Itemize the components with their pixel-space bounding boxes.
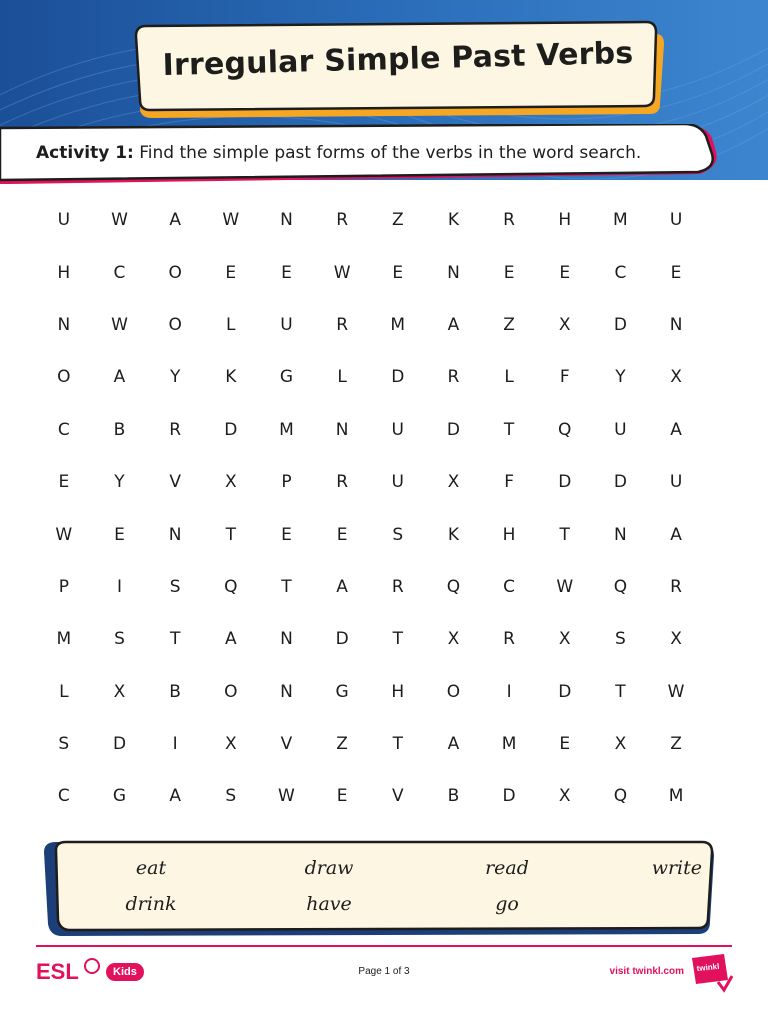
grid-letter[interactable]: R (169, 419, 182, 440)
grid-letter[interactable]: D (335, 629, 349, 650)
word-bank-item: have (306, 893, 352, 915)
grid-letter[interactable]: M (56, 629, 72, 650)
title-card (128, 18, 668, 120)
grid-letter[interactable]: R (503, 210, 515, 231)
grid-letter[interactable]: L (337, 367, 347, 388)
globe-icon (84, 958, 100, 974)
grid-letter[interactable]: C (503, 576, 516, 597)
grid-letter[interactable]: D (613, 472, 627, 493)
badge-text: twinkl (696, 961, 720, 974)
grid-letter[interactable]: B (113, 419, 126, 440)
grid-letter[interactable]: N (335, 419, 349, 440)
grid-letter[interactable]: G (335, 681, 349, 702)
grid-letter[interactable]: T (225, 524, 236, 545)
grid-letter[interactable]: U (280, 314, 293, 335)
grid-letter[interactable]: N (280, 629, 293, 650)
grid-letter[interactable]: C (113, 262, 126, 283)
grid-letter[interactable]: W (333, 262, 351, 283)
grid-letter[interactable]: E (225, 262, 237, 283)
grid-letter[interactable]: E (281, 262, 292, 283)
grid-row (36, 194, 704, 246)
grid-row (36, 561, 704, 613)
grid-letter[interactable]: E (336, 786, 348, 807)
grid-letter[interactable]: D (558, 681, 572, 702)
grid-letter[interactable]: Z (391, 210, 404, 231)
grid-letter[interactable]: W (667, 681, 685, 702)
grid-letter[interactable]: A (670, 524, 682, 545)
grid-letter[interactable]: K (447, 524, 459, 545)
grid-letter[interactable]: Q (446, 576, 461, 597)
grid-letter[interactable]: R (670, 576, 682, 597)
grid-letter[interactable]: R (336, 472, 349, 493)
grid-letter[interactable]: N (447, 262, 460, 283)
grid-letter[interactable]: L (504, 367, 514, 388)
grid-letter[interactable]: Z (503, 314, 515, 335)
grid-letter[interactable]: S (392, 524, 404, 545)
grid-letter[interactable]: X (224, 734, 237, 755)
word-search-grid (36, 194, 704, 823)
grid-letter[interactable]: E (336, 524, 348, 545)
visit-link[interactable]: visit twinkl.com (609, 966, 684, 977)
activity-text: Find the simple past forms of the verbs in the word search. (139, 143, 642, 163)
grid-letter[interactable]: R (447, 367, 460, 388)
grid-letter[interactable]: K (225, 367, 237, 388)
grid-letter[interactable]: D (112, 734, 127, 755)
grid-letter[interactable]: G (112, 786, 127, 807)
grid-letter[interactable]: A (169, 210, 181, 231)
grid-letter[interactable]: T (615, 681, 626, 702)
grid-letter[interactable]: X (447, 472, 460, 493)
page-number: Page 1 of 3 (358, 966, 410, 977)
grid-letter[interactable]: F (504, 472, 514, 493)
grid-letter[interactable]: I (506, 681, 512, 702)
grid-letter[interactable]: Z (670, 734, 682, 755)
grid-letter[interactable]: A (169, 786, 181, 807)
grid-letter[interactable]: F (559, 367, 570, 388)
grid-letter[interactable]: W (55, 524, 73, 545)
grid-letter[interactable]: N (280, 681, 293, 702)
grid-letter[interactable]: Z (336, 734, 348, 755)
grid-letter[interactable]: U (614, 419, 627, 440)
grid-letter[interactable]: S (114, 629, 125, 650)
grid-letter[interactable]: V (169, 472, 181, 493)
grid-letter[interactable]: W (111, 314, 128, 335)
grid-letter[interactable]: X (558, 786, 571, 807)
grid-letter[interactable]: E (392, 262, 404, 283)
grid-row (36, 718, 704, 770)
grid-letter[interactable]: Y (114, 472, 125, 493)
word-bank-list (62, 850, 702, 922)
grid-letter[interactable]: X (614, 734, 627, 755)
grid-row (36, 666, 704, 718)
grid-letter[interactable]: M (279, 419, 294, 440)
grid-letter[interactable]: P (281, 472, 292, 493)
grid-letter[interactable]: E (559, 734, 571, 755)
grid-letter[interactable]: T (281, 576, 292, 597)
quality-badge-icon (688, 952, 734, 994)
grid-letter[interactable]: N (168, 524, 182, 545)
grid-letter[interactable]: M (501, 734, 517, 755)
grid-letter[interactable]: Y (615, 367, 626, 388)
grid-letter[interactable]: D (224, 419, 238, 440)
grid-letter[interactable]: A (670, 419, 682, 440)
grid-letter[interactable]: X (558, 629, 571, 650)
grid-letter[interactable]: D (446, 419, 460, 440)
grid-letter[interactable]: Q (613, 786, 628, 807)
grid-letter[interactable]: O (168, 314, 182, 335)
logo-kids-badge: Kids (106, 963, 144, 981)
footer-divider (36, 945, 732, 947)
grid-letter[interactable]: S (169, 576, 181, 597)
word-bank-item: draw (304, 857, 354, 879)
grid-letter[interactable]: U (669, 210, 683, 231)
grid-letter[interactable]: S (225, 786, 237, 807)
grid-letter[interactable]: V (280, 734, 293, 755)
word-bank-item: eat (135, 857, 167, 879)
esl-kids-logo (36, 955, 146, 989)
grid-letter[interactable]: R (503, 629, 515, 650)
grid-letter[interactable]: D (502, 786, 516, 807)
grid-letter[interactable]: H (57, 262, 71, 283)
word-bank-item: read (485, 857, 529, 879)
grid-letter[interactable]: E (58, 472, 70, 493)
grid-letter[interactable]: R (391, 576, 404, 597)
grid-letter[interactable]: P (58, 576, 69, 597)
grid-letter[interactable]: M (668, 786, 684, 807)
word-bank-item: go (495, 893, 519, 915)
grid-letter[interactable]: X (447, 629, 460, 650)
grid-letter[interactable]: O (57, 367, 71, 388)
grid-letter[interactable]: W (556, 576, 574, 597)
grid-letter[interactable]: S (58, 734, 70, 755)
word-bank (42, 838, 722, 938)
grid-letter[interactable]: H (502, 524, 516, 545)
grid-row (36, 404, 704, 456)
grid-letter[interactable]: M (390, 314, 406, 335)
grid-letter[interactable]: T (392, 629, 403, 650)
grid-letter[interactable]: B (447, 786, 460, 807)
grid-row (36, 456, 704, 508)
grid-letter[interactable]: D (613, 314, 627, 335)
grid-letter[interactable]: E (281, 524, 292, 545)
grid-letter[interactable]: X (558, 314, 571, 335)
grid-letter[interactable]: X (670, 367, 682, 388)
word-bank-row (62, 886, 702, 922)
grid-letter[interactable]: W (111, 210, 128, 231)
grid-letter[interactable]: T (169, 629, 181, 650)
grid-letter[interactable]: W (278, 786, 295, 807)
grid-letter[interactable]: D (558, 472, 572, 493)
grid-letter[interactable]: N (57, 314, 71, 335)
grid-letter[interactable]: I (172, 734, 178, 755)
grid-letter[interactable]: R (336, 314, 349, 335)
grid-row (36, 299, 704, 351)
grid-letter[interactable]: E (503, 262, 515, 283)
grid-letter[interactable]: X (224, 472, 237, 493)
grid-letter[interactable]: C (57, 786, 70, 807)
grid-letter[interactable]: U (669, 472, 683, 493)
grid-letter[interactable]: U (391, 472, 404, 493)
grid-letter[interactable]: C (614, 262, 627, 283)
grid-letter[interactable]: R (336, 210, 349, 231)
grid-letter[interactable]: A (113, 367, 126, 388)
grid-row (36, 613, 704, 665)
grid-letter[interactable]: X (113, 681, 126, 702)
grid-letter[interactable]: H (391, 681, 405, 702)
grid-letter[interactable]: Q (558, 419, 572, 440)
activity-instruction (36, 143, 641, 163)
grid-row (36, 508, 704, 560)
grid-letter[interactable]: A (336, 576, 348, 597)
grid-letter[interactable]: A (447, 734, 460, 755)
word-bank-row (62, 850, 702, 886)
grid-letter[interactable]: Y (169, 367, 181, 388)
grid-letter[interactable]: E (114, 524, 125, 545)
grid-letter[interactable]: N (280, 210, 293, 231)
grid-letter[interactable]: Q (613, 576, 628, 597)
grid-letter[interactable]: D (391, 367, 405, 388)
grid-letter[interactable]: B (169, 681, 181, 702)
grid-letter[interactable]: E (559, 262, 571, 283)
grid-row (36, 770, 704, 822)
grid-letter[interactable]: O (224, 681, 238, 702)
grid-letter[interactable]: K (447, 210, 459, 231)
word-bank-item: write (651, 857, 702, 879)
grid-letter[interactable]: H (558, 210, 572, 231)
grid-letter[interactable]: W (222, 210, 240, 231)
grid-row (36, 246, 704, 298)
grid-letter[interactable]: M (613, 210, 628, 231)
grid-letter[interactable]: V (391, 786, 404, 807)
grid-letter[interactable]: T (392, 734, 403, 755)
grid-letter[interactable]: N (614, 524, 627, 545)
page-title: Irregular Simple Past Verbs (162, 35, 634, 84)
grid-letter[interactable]: Q (224, 576, 238, 597)
grid-letter[interactable]: A (224, 629, 237, 650)
grid-letter[interactable]: A (447, 314, 460, 335)
grid-letter[interactable]: O (168, 262, 182, 283)
grid-letter[interactable]: I (116, 576, 122, 597)
grid-letter[interactable]: O (446, 681, 461, 702)
grid-letter[interactable]: U (57, 210, 71, 231)
grid-letter[interactable]: G (279, 367, 294, 388)
grid-letter[interactable]: L (226, 314, 236, 335)
activity-label: Activity 1: (36, 143, 134, 163)
grid-letter[interactable]: X (670, 629, 682, 650)
grid-letter[interactable]: T (503, 419, 515, 440)
activity-strip (0, 124, 768, 194)
logo-text: ESL (36, 959, 79, 984)
grid-letter[interactable]: E (670, 262, 682, 283)
grid-letter[interactable]: L (59, 681, 69, 702)
grid-row (36, 351, 704, 403)
grid-letter[interactable]: C (57, 419, 70, 440)
word-bank-item: drink (125, 893, 177, 915)
grid-letter[interactable]: S (614, 629, 626, 650)
grid-letter[interactable]: U (391, 419, 404, 440)
grid-letter[interactable]: T (559, 524, 570, 545)
grid-letter[interactable]: N (669, 314, 683, 335)
